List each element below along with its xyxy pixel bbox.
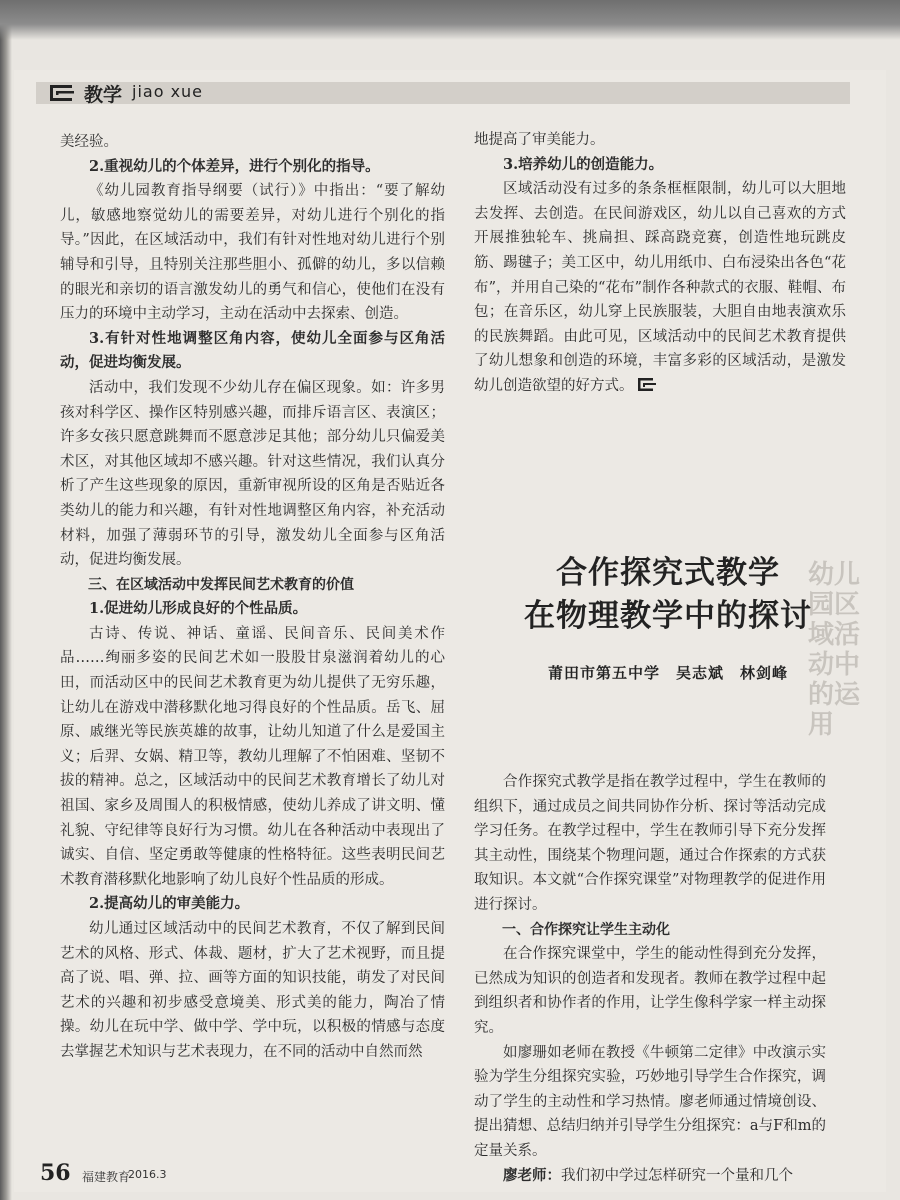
paragraph: 古诗、传说、神话、童谣、民间音乐、民间美术作品……绚丽多姿的民间艺术如一股股甘泉滋润着幼儿的心田，而活动区中的民间艺术教育更为幼儿提供了无穷乐趣，让幼儿在游戏中潜移默化地习得良好的个性品质。岳飞、屈原、戚继光等民族英雄的故事，让幼儿知道了什么是爱国主义；后羿、女娲、精卫等，教幼儿理解了不怕困难、坚韧不拔的精神。总之，区域活动中的民间艺术教育增长了幼儿对祖国、家乡及周围人的积极情感，使幼儿养成了讲文明、懂礼貌、守纪律等良好行为习惯。幼儿在各种活动中表现出了诚实、自信、坚定勇敢等健康的性格特征。这些表明民间艺术教育潜移默化地影响了幼儿良好个性品质的形成。 (60, 625, 445, 888)
article-title-line-1: 合作探究式教学 (556, 555, 780, 591)
speaker-text: 我们初中学过怎样研究一个量和几个 (561, 1167, 793, 1184)
paragraph: 如廖珊如老师在教授《牛顿第二定律》中改演示实验为学生分组探究实验，巧妙地引导学生合作探究，调动了学生的主动性和学习热情。廖老师通过情境创设、提出猜想、总结归纳并引导学生分组探究：a与F和m的定量关系。 (474, 1044, 826, 1159)
section-title: 教学 (84, 84, 123, 106)
left-text-column (60, 130, 445, 1065)
subheading: 3.有针对性地调整区角内容，使幼儿全面参与区角活动，促进均衡发展。 (60, 329, 445, 372)
article-title (488, 552, 848, 638)
article-title-line-2: 在物理教学中的探讨 (524, 598, 812, 634)
page-edge-shadow (0, 0, 12, 1200)
subheading: 3.培养幼儿的创造能力。 (503, 155, 664, 173)
subheading: 1.促进幼儿形成良好的个性品质。 (89, 600, 308, 618)
right-text-column (474, 128, 846, 399)
paragraph: 合作探究式教学是指在教学过程中，学生在教师的组织下，通过成员之间共同协作分析、探讨等活动完成学习任务。在教学过程中，学生在教师引导下充分发挥其主动性，围绕某个物理问题，通过合作探索的方式获取知识。本文就“合作探究课堂”对物理教学的促进作用进行探讨。 (474, 774, 826, 913)
paragraph: 在合作探究课堂中，学生的能动性得到充分发挥，已然成为知识的创造者和发现者。教师在教学过程中起到组织者和协作者的作用，让学生像科学家一样主动探究。 (474, 946, 826, 1036)
section-heading: 一、合作探究让学生主动化 (502, 921, 670, 938)
journal-name: 福建教育 (82, 1170, 131, 1184)
paragraph-continuation: 地提高了审美能力。 (474, 132, 605, 148)
section-logo-icon (50, 84, 80, 102)
page-number: 56 (40, 1160, 71, 1186)
paragraph: 幼儿通过区域活动中的民间艺术教育，不仅了解到民间艺术的风格、形式、体裁、题材，扩大了艺术视野，而且提高了说、唱、弹、拉、画等方面的知识技能，萌发了对民间艺术的兴趣和初步感受意境美、形式美的能力，陶冶了情操。幼儿在玩中学、做中学、学中玩，以积极的情感与态度去掌握艺术知识与艺术表现力，在不同的活动中自然而然 (60, 921, 445, 1060)
paragraph-continuation: 美经验。 (60, 134, 118, 150)
paragraph: 活动中，我们发现不少幼儿存在偏区现象。如：许多男孩对科学区、操作区特别感兴趣，而排斥语言区、表演区；许多女孩只愿意跳舞而不愿意涉足其他；部分幼儿只偏爱美术区，对其他区域却不感兴趣。针对这些情况，我们认真分析了产生这些现象的原因，重新审视所设的区角是否贴近各类幼儿的能力和兴趣，有针对性地调整区角内容，补充活动材料，加强了薄弱环节的引导，激发幼儿全面参与区角活动，促进均衡发展。 (60, 379, 445, 569)
subheading: 2.重视幼儿的个体差异，进行个别化的指导。 (89, 157, 380, 175)
speaker-label: 廖老师： (503, 1166, 561, 1184)
issue-date: 2016.3 (128, 1168, 167, 1181)
section-title-pinyin: jiao xue (132, 82, 204, 101)
subheading: 2.提高幼儿的审美能力。 (89, 895, 250, 913)
paragraph: 《幼儿园教育指导纲要（试行）》中指出：“要了解幼儿，敏感地察觉幼儿的需要差异，对幼儿进行个别化的指导。”因此，在区域活动中，我们有针对性地对幼儿进行个别辅导和引导，且特别关注那些胆小、孤僻的幼儿，多以信赖的眼光和亲切的语言激发幼儿的勇气和信心，使他们在没有压力的环境中主动学习，主动在活动中去探索、创造。 (60, 183, 445, 323)
top-shadow (0, 0, 900, 40)
paragraph (474, 1164, 826, 1189)
article-author: 莆田市第五中学 吴志斌 林剑峰 (547, 664, 788, 682)
bleed-through-text: 幼儿园区域活动中的运用 (808, 560, 861, 740)
section-heading: 三、在区域活动中发挥民间艺术教育的价值 (88, 576, 354, 593)
paragraph: 区域活动没有过多的条条框框限制，幼儿可以大胆地去发挥、去创造。在民间游戏区，幼儿以自己喜欢的方式开展推独轮车、挑扁担、踩高跷竞赛，创造性地玩跳皮筋、踢毽子；美工区中，幼儿用纸巾、白布浸染出各色“花布”，并用自己染的“花布”制作各种款式的衣服、鞋帽、布包；在音乐区，幼儿穿上民族服装，大胆自由地表演欢乐的民族舞蹈。由此可见，区域活动中的民间艺术教育提供了幼儿想象和创造的环境，丰富多彩的区域活动，是激发幼儿创造欲望的好方式。 (474, 181, 846, 394)
article-body-column (474, 770, 826, 1188)
article-end-icon (638, 378, 656, 391)
